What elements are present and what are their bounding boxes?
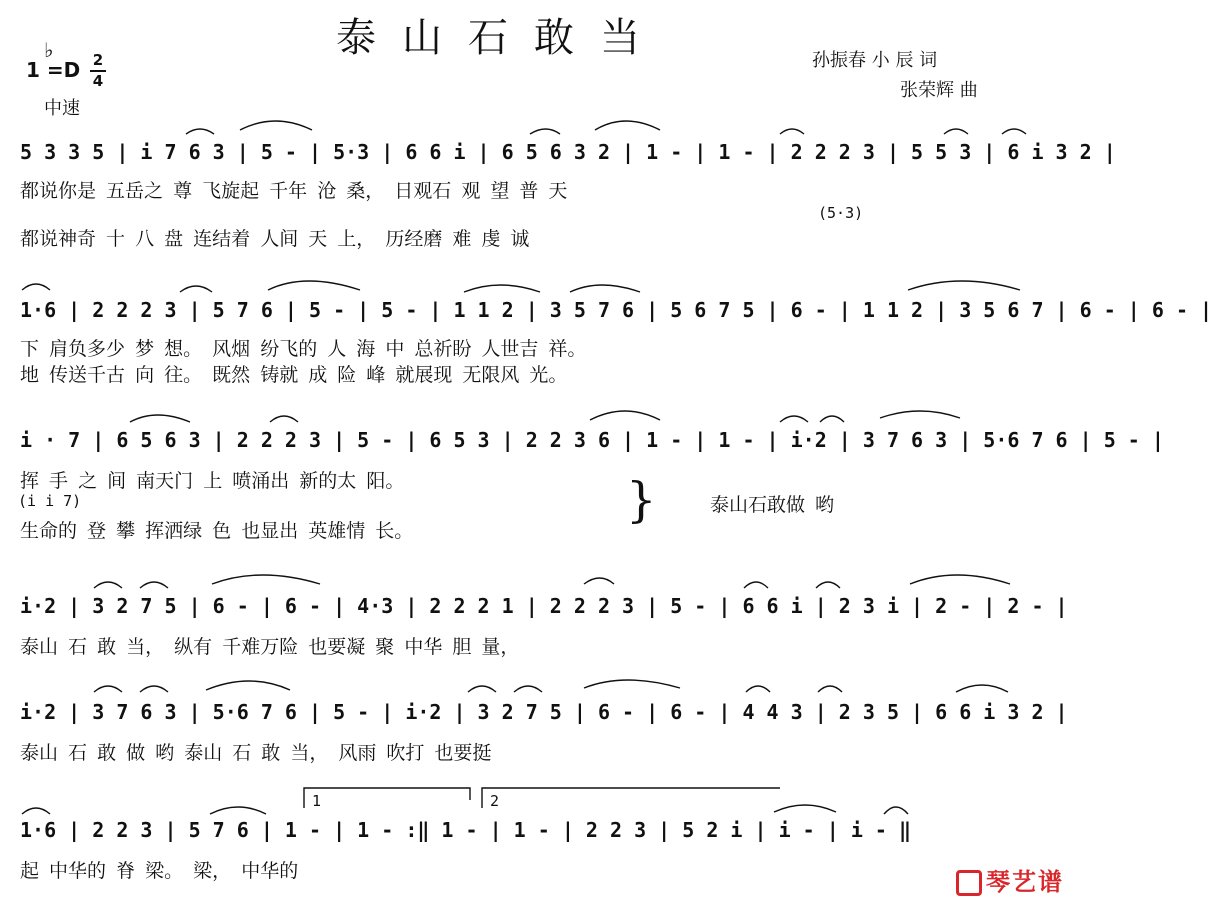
slur [212, 575, 320, 584]
slur [94, 582, 122, 588]
slur [464, 285, 540, 292]
tempo-marking: 中速 [44, 98, 80, 119]
lyric-line-3a: 挥 手 之 间 南天门 上 喷涌出 新的太 阳。 [20, 470, 405, 492]
slur [908, 281, 1020, 290]
slur [910, 575, 1010, 584]
slur [94, 686, 122, 692]
slur [206, 681, 290, 690]
slur [584, 680, 680, 688]
lyric-line-6: 起 中华的 脊 梁。 梁， 中华的 [20, 860, 299, 882]
time-denominator: 4 [92, 72, 104, 90]
alt-note-1: (5·3) [818, 204, 864, 222]
composer-credit: 张荣辉 曲 [900, 80, 978, 101]
score-line-6: 1·6 | 2 2 3 | 5 7 6 | 1 - | 1 - :‖ 1 - | 1 - | 2 2 3 | 5 2 i | i - | i - ‖ [20, 818, 912, 842]
slur [816, 582, 840, 588]
lyric-line-2b: 地 传送千古 向 往。 既然 铸就 成 险 峰 就展现 无限风 光。 [20, 364, 568, 386]
slur [780, 416, 808, 422]
slur [210, 807, 266, 814]
time-numerator: 2 [92, 51, 104, 69]
lyricist-credit: 孙振春 小 辰 词 [812, 50, 938, 71]
slur [584, 578, 614, 584]
slur [468, 686, 496, 692]
slur [530, 129, 560, 134]
lyric-line-4: 泰山 石 敢 当， 纵有 千难万险 也要凝 聚 中华 胆 量， [20, 636, 520, 658]
slur [130, 415, 190, 422]
score-line-2: 1·6 | 2 2 2 3 | 5 7 6 | 5 - | 5 - | 1 1 2 | 3 5 7 6 | 5 6 7 5 | 6 - | 1 1 2 | 3 5 6 7 | 6 - | 6 - | [20, 298, 1212, 322]
slur [820, 416, 844, 422]
slur [884, 807, 908, 814]
key-signature: 1 =D [26, 58, 81, 82]
slur [595, 121, 660, 130]
site-logo [956, 862, 1064, 897]
volta-bracket-2 [482, 788, 780, 808]
slur [270, 416, 298, 422]
slur [186, 129, 214, 134]
score-line-4: i·2 | 3 2 7 5 | 6 - | 6 - | 4·3 | 2 2 2 1 | 2 2 2 3 | 5 - | 6 6 i | 2 3 i | 2 - | 2 - | [20, 594, 1068, 618]
volta-2-label: 2 [490, 792, 500, 810]
score-line-3: i · 7 | 6 5 6 3 | 2 2 2 3 | 5 - | 6 5 3 | 2 2 3 6 | 1 - | 1 - | i·2 | 3 7 6 3 | 5·6 7 6 | 5 - | [20, 428, 1164, 452]
slur [240, 121, 312, 130]
alt-note-3: (i i 7) [18, 492, 82, 510]
slur [180, 286, 212, 292]
slur [22, 808, 50, 814]
slur [956, 685, 1008, 692]
slur [746, 686, 770, 692]
slur [780, 129, 804, 134]
slur [140, 582, 168, 588]
slur [944, 129, 968, 134]
slur [514, 686, 542, 692]
slur [818, 686, 842, 692]
lyric-brace: } [626, 472, 657, 528]
lyric-line-3b: 生命的 登 攀 挥洒绿 色 也显出 英雄情 长。 [20, 520, 414, 542]
page-title: 泰山石敢当 [336, 15, 666, 61]
side-lyric: 泰山石敢做 哟 [710, 494, 835, 516]
slur [744, 582, 768, 588]
logo-icon [956, 870, 982, 896]
slur [268, 281, 360, 290]
slur [590, 411, 660, 420]
lyric-line-5: 泰山 石 敢 做 哟 泰山 石 敢 当， 风雨 吹打 也要挺 [20, 742, 492, 764]
score-line-5: i·2 | 3 7 6 3 | 5·6 7 6 | 5 - | i·2 | 3 2 7 5 | 6 - | 6 - | 4 4 3 | 2 3 5 | 6 6 i 3 2 | [20, 700, 1068, 724]
score-line-1: 5 3 3 5 | i 7 6 3 | 5 - | 5·3 | 6 6 i | 6 5 6 3 2 | 1 - | 1 - | 2 2 2 3 | 5 5 3 | 6 i 3 2 | [20, 140, 1116, 164]
volta-1-label: 1 [312, 792, 322, 810]
slur [774, 805, 836, 812]
logo-text: 琴艺谱 [986, 868, 1064, 896]
slur [570, 285, 640, 292]
lyric-line-2a: 下 肩负多少 梦 想。 风烟 纷飞的 人 海 中 总祈盼 人世吉 祥。 [20, 338, 587, 360]
volta-bracket-1 [304, 788, 470, 808]
flat-sign: ♭ [44, 38, 54, 62]
lyric-line-1b: 都说神奇 十 八 盘 连结着 人间 天 上， 历经磨 难 虔 诚 [20, 228, 530, 250]
lyric-line-1a: 都说你是 五岳之 尊 飞旋起 千年 沧 桑， 日观石 观 望 普 天 [20, 180, 568, 202]
slur [140, 686, 168, 692]
slur [22, 284, 50, 290]
slur [880, 411, 960, 418]
slur [1002, 129, 1026, 134]
